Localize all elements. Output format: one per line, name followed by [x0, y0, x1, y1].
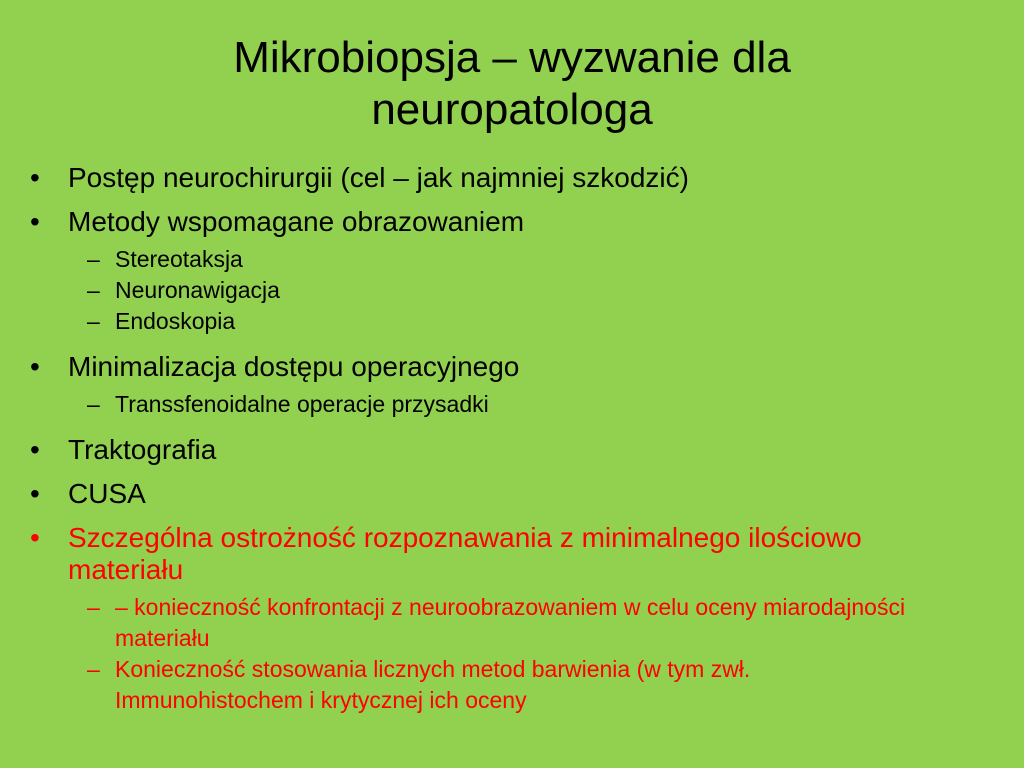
sub-bullet-text: – konieczność konfrontacji z neuroobrazowaniem w celu oceny miarodajności materiału	[115, 594, 906, 651]
sub-bullet-text: Transsfenoidalne operacje przysadki	[115, 391, 489, 417]
dash-marker: –	[87, 656, 100, 682]
sub-bullet-text: Endoskopia	[115, 308, 236, 334]
bullet-marker: •	[30, 206, 40, 237]
bullet-marker: •	[30, 434, 40, 465]
bullet-marker: •	[30, 162, 40, 193]
title-line-1: Mikrobiopsja – wyzwanie dla	[233, 33, 791, 82]
bullet-text: Traktografia	[68, 434, 217, 465]
sub-bullet-item-highlighted	[0, 592, 915, 654]
bullet-item	[0, 162, 948, 194]
bullet-list	[0, 162, 1024, 722]
bullet-item	[0, 206, 948, 238]
dash-marker: –	[87, 308, 100, 334]
slide-title	[0, 32, 1024, 136]
bullet-item	[0, 434, 948, 466]
dash-marker: –	[87, 246, 100, 272]
bullet-marker: •	[30, 478, 40, 509]
sub-bullet-item	[0, 244, 915, 275]
title-line-2: neuropatologa	[371, 85, 653, 134]
bullet-marker: •	[30, 351, 40, 382]
sub-bullet-item-highlighted	[0, 654, 915, 716]
dash-marker: –	[87, 594, 100, 620]
bullet-text: Postęp neurochirurgii (cel – jak najmniej szkodzić)	[68, 162, 689, 193]
dash-marker: –	[87, 277, 100, 303]
sub-bullet-text: Stereotaksja	[115, 246, 243, 272]
dash-marker: –	[87, 391, 100, 417]
bullet-text: Metody wspomagane obrazowaniem	[68, 206, 525, 237]
bullet-marker: •	[30, 522, 40, 553]
sub-bullet-item	[0, 306, 915, 337]
bullet-text: CUSA	[68, 478, 146, 509]
sub-bullet-item	[0, 389, 915, 420]
sub-bullet-text: Konieczność stosowania licznych metod barwienia (w tym zwł. Immunohistochem i krytycznej ich oceny	[115, 656, 751, 713]
bullet-text: Minimalizacja dostępu operacyjnego	[68, 351, 520, 382]
bullet-item	[0, 351, 948, 383]
sub-bullet-item	[0, 275, 915, 306]
bullet-text: Szczególna ostrożność rozpoznawania z minimalnego ilościowo materiału	[68, 522, 862, 585]
bullet-item-highlighted	[0, 522, 948, 586]
sub-bullet-text: Neuronawigacja	[115, 277, 280, 303]
bullet-item	[0, 478, 948, 510]
